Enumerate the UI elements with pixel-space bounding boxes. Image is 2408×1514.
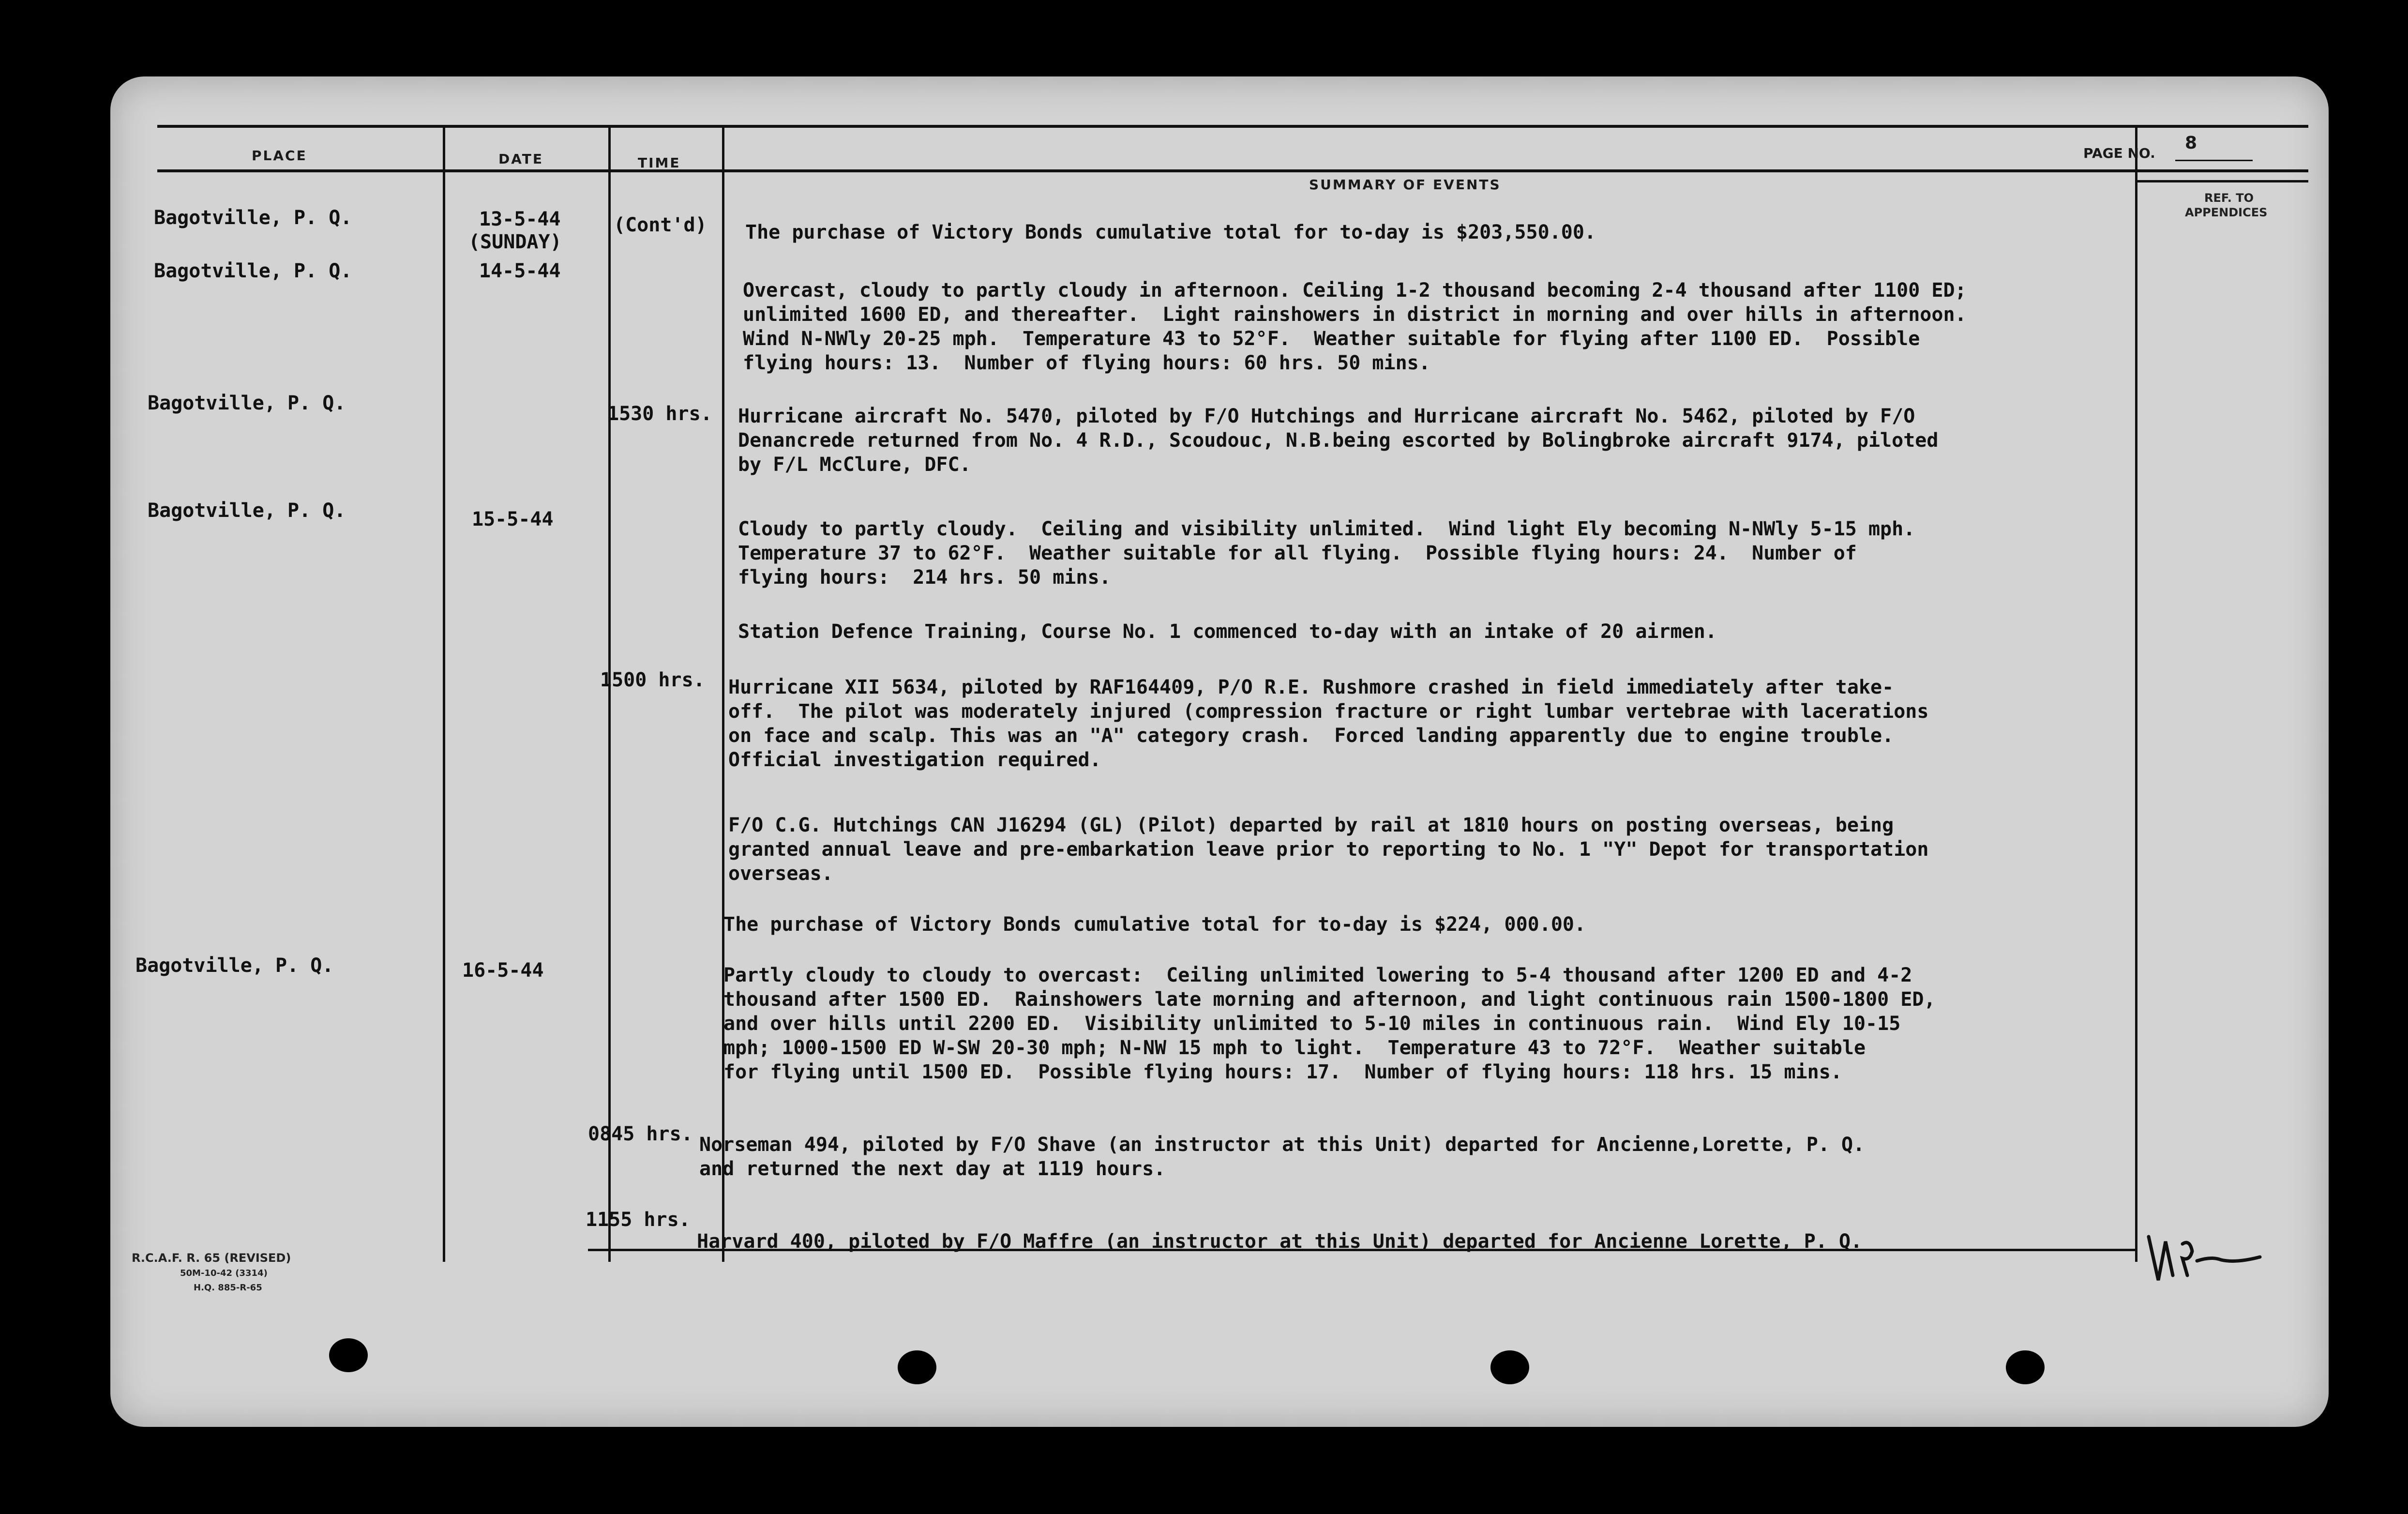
summary-2a: Overcast, cloudy to partly cloudy in afternoon. Ceiling 1-2 thousand becoming 2-4 thousand after 1100 ED; [743, 279, 1967, 302]
punch-hole-2 [898, 1350, 936, 1384]
place-9: Bagotville, P. Q. [135, 954, 334, 977]
punch-hole-4 [2006, 1350, 2045, 1384]
summary-4c: flying hours: 214 hrs. 50 mins. [738, 566, 1111, 589]
summary-7b: granted annual leave and pre-embarkation leave prior to reporting to No. 1 "Y" Depot for transportation [728, 838, 1929, 861]
date-1a: 13-5-44 [479, 208, 561, 230]
summary-4b: Temperature 37 to 62°F. Weather suitable for all flying. Possible flying hours: 24. Number of [738, 542, 1857, 564]
time-3: 1530 hrs. [607, 403, 712, 425]
date-time-divider [608, 127, 611, 1262]
time-header: TIME [638, 155, 681, 171]
place-date-divider [443, 127, 445, 1262]
date-9: 16-5-44 [462, 959, 544, 982]
form-id-line1: R.C.A.F. R. 65 (REVISED) [132, 1251, 291, 1265]
summary-ref-divider [2135, 127, 2137, 1262]
header-rule [157, 169, 2308, 172]
time-11: 1155 hrs. [586, 1209, 691, 1231]
summary-1: The purchase of Victory Bonds cumulative total for to-day is $203,550.00. [745, 221, 1596, 243]
summary-6b: off. The pilot was moderately injured (compression fracture or right lumbar vertebrae with lacerations [728, 700, 1929, 723]
summary-7c: overseas. [728, 863, 833, 885]
summary-9e: for flying until 1500 ED. Possible flying hours: 17. Number of flying hours: 118 hrs. 15 mins. [723, 1061, 1842, 1083]
summary-6c: on face and scalp. This was an "A" category crash. Forced landing apparently due to engine trouble. [728, 725, 1894, 747]
summary-10a: Norseman 494, piloted by F/O Shave (an instructor at this Unit) departed for Ancienne,Lorette, P. Q. [699, 1134, 1865, 1156]
punch-hole-3 [1490, 1350, 1529, 1384]
page-number: 8 [2185, 133, 2197, 153]
date-1b: (SUNDAY) [468, 231, 562, 253]
summary-6a: Hurricane XII 5634, piloted by RAF164409, P/O R.E. Rushmore crashed in field immediately after take- [728, 676, 1894, 698]
summary-3c: by F/L McClure, DFC. [738, 454, 971, 476]
summary-9b: thousand after 1500 ED. Rainshowers late morning and afternoon, and light continuous rain 1500-1800 ED, [723, 988, 1936, 1011]
summary-6d: Official investigation required. [728, 749, 1101, 771]
summary-8: The purchase of Victory Bonds cumulative total for to-day is $224, 000.00. [723, 913, 1586, 936]
summary-9c: and over hills until 2200 ED. Visibility unlimited to 5-10 miles in continuous rain. Wind Ely 10-15 [723, 1013, 1901, 1035]
summary-10b: and returned the next day at 1119 hours. [699, 1158, 1166, 1180]
summary-3a: Hurricane aircraft No. 5470, piloted by F/O Hutchings and Hurricane aircraft No. 5462, piloted by F/O [738, 405, 1915, 427]
date-2: 14-5-44 [479, 260, 561, 282]
summary-header: SUMMARY OF EVENTS [1309, 177, 1501, 193]
time-summary-divider [722, 127, 724, 1262]
form-id-line2: 50M-10-42 (3314) [180, 1268, 268, 1278]
time-10: 0845 hrs. [588, 1123, 693, 1145]
place-2: Bagotville, P. Q. [154, 260, 352, 282]
ref-header-line2: APPENDICES [2185, 206, 2268, 219]
time-6: 1500 hrs. [600, 669, 705, 691]
ref-header-line1: REF. TO [2204, 191, 2254, 205]
top-rule [157, 125, 2308, 128]
summary-9a: Partly cloudy to cloudy to overcast: Ceiling unlimited lowering to 5-4 thousand after 1200 ED and 4-2 [723, 964, 1912, 986]
summary-4a: Cloudy to partly cloudy. Ceiling and visibility unlimited. Wind light Ely becoming N-NWly 5-15 mph. [738, 518, 1915, 540]
form-id-line3: H.Q. 885-R-65 [194, 1283, 262, 1293]
date-4: 15-5-44 [472, 508, 554, 530]
place-header: PLACE [252, 148, 307, 164]
handwritten-initials [2144, 1222, 2270, 1295]
punch-hole-1 [329, 1338, 368, 1372]
summary-11: Harvard 400, piloted by F/O Maffre (an instructor at this Unit) departed for Ancienne Lorette, P. Q. [697, 1230, 1863, 1253]
summary-3b: Denancrede returned from No. 4 R.D., Scoudouc, N.B.being escorted by Bolingbroke aircraft 9174, piloted [738, 429, 1939, 452]
date-header: DATE [498, 151, 543, 167]
summary-2d: flying hours: 13. Number of flying hours: 60 hrs. 50 mins. [743, 352, 1430, 374]
summary-7a: F/O C.G. Hutchings CAN J16294 (GL) (Pilot) departed by rail at 1810 hours on posting overseas, being [728, 814, 1894, 836]
place-1: Bagotville, P. Q. [154, 207, 352, 229]
summary-2b: unlimited 1600 ED, and thereafter. Light rainshowers in district in morning and over hills in afternoon. [743, 303, 1967, 326]
summary-5: Station Defence Training, Course No. 1 commenced to-day with an intake of 20 airmen. [738, 621, 1717, 643]
place-4: Bagotville, P. Q. [148, 500, 346, 522]
page-number-label: PAGE NO. [2083, 145, 2155, 161]
summary-2c: Wind N-NWly 20-25 mph. Temperature 43 to 52°F. Weather suitable for flying after 1100 ED. Possible [743, 328, 1920, 350]
summary-9d: mph; 1000-1500 ED W-SW 20-30 mph; N-NW 15 mph to light. Temperature 43 to 72°F. Weather suitable [723, 1037, 1866, 1059]
page-number-underline [2175, 160, 2253, 161]
place-3: Bagotville, P. Q. [148, 392, 346, 414]
ref-header-rule [2137, 180, 2308, 182]
time-1: (Cont'd) [614, 214, 707, 236]
